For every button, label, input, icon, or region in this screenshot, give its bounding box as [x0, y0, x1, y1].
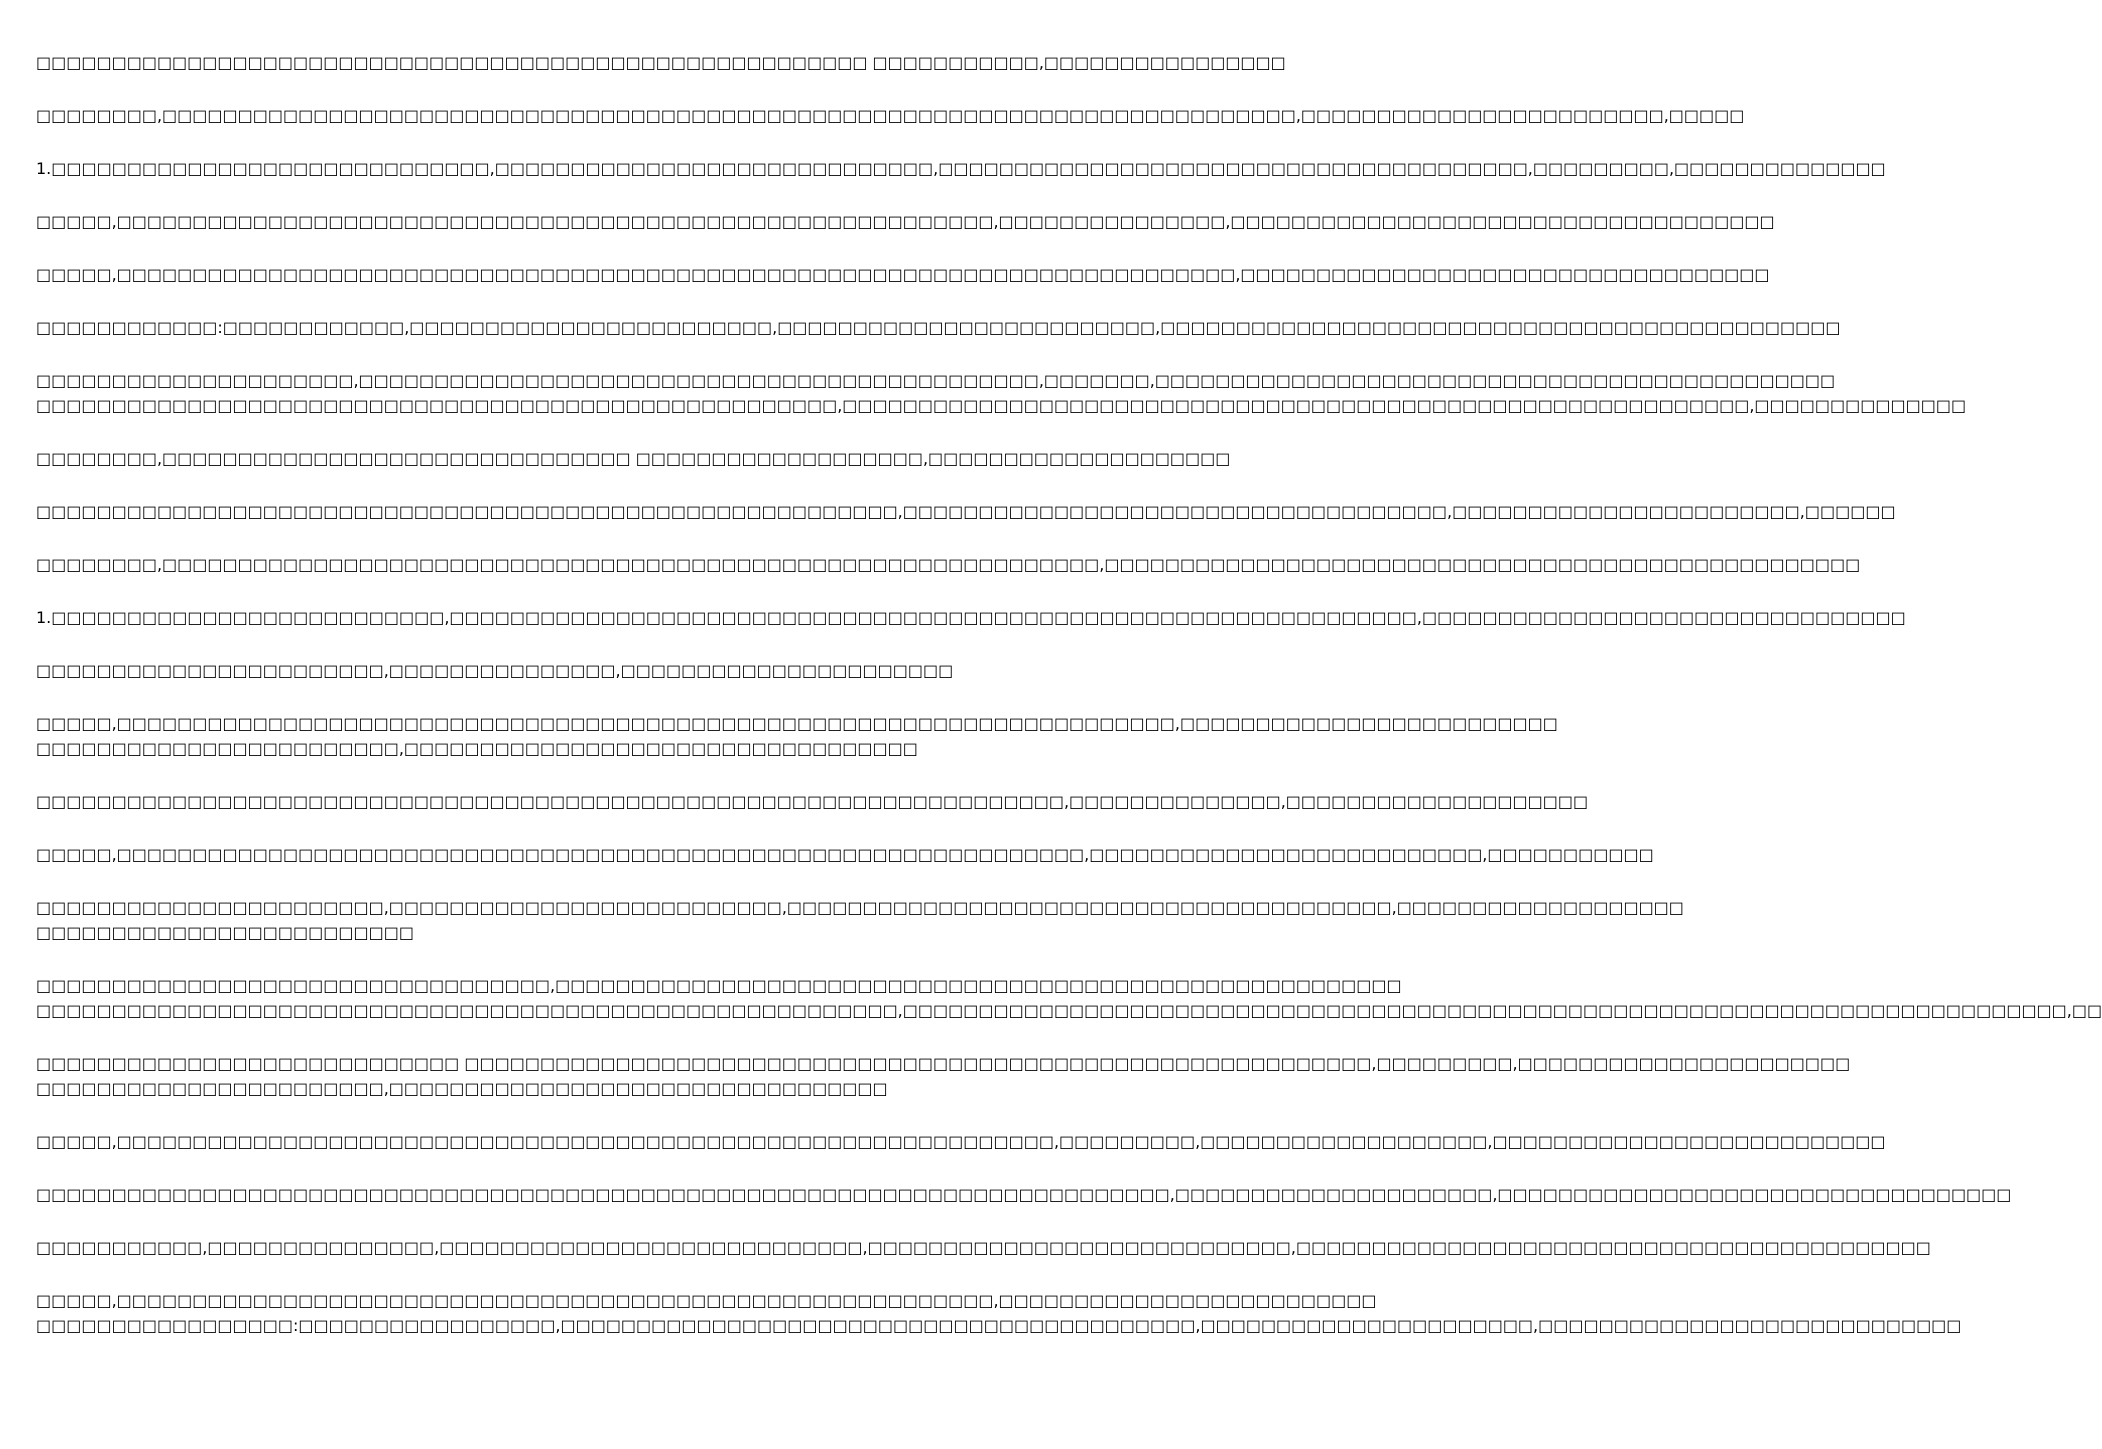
paragraph-line: □□□□□,□□□□□□□□□□□□□□□□□□□□□□□□□□□□□□□□□□□□□□□□□□□□□□□□□□□□□□□□□□□□□□□□□□□□□□,□□□□□□□□□□□□□□□□□□□□□□□□□	[36, 714, 1558, 733]
paragraph-line: □□□□□□□□□□□□□□□□□□□□□□□□□□□□□□□□□□□□□□□□□□□□□□□□□□□□□□□□□,□□□□□□□□□□□□□□□□□□□□□□□□□□□□□□□□□□□□,□□□□□□□□□□□□□□□□□□□□□□□,□□□□□□	[36, 502, 1896, 521]
paragraph	[36, 973, 2102, 1023]
paragraph-line: □□□□□□□□□□□□□□□□□□□□□□□,□□□□□□□□□□□□□□□□□□□□□□□□□□□□□□□□□	[36, 1079, 888, 1098]
paragraph	[36, 446, 1231, 471]
paragraph	[36, 658, 989, 683]
paragraph	[36, 711, 1558, 761]
paragraph	[36, 156, 1886, 181]
paragraph-line: □□□□□□□□,□□□□□□□□□□□□□□□□□□□□□□□□□□□□□□□ □□□□□□□□□□□□□□□□□□□,□□□□□□□□□□□□□□□□□□□□	[36, 449, 1231, 468]
paragraph	[36, 315, 1841, 340]
paragraph-line: □□□□□,□□□□□□□□□□□□□□□□□□□□□□□□□□□□□□□□□□□□□□□□□□□□□□□□□□□□□□□□□□,□□□□□□□□□□□□□□□,□□□□□□□□□□□□□□□□□□□□□□□□□□□□□□□□□□□□	[36, 212, 1775, 231]
paragraph-line: □□□□□□□□□□□□□□□□□□□□□□□,□□□□□□□□□□□□□□□□□□□□□□□□□□,□□□□□□□□□□□□□□□□□□□□□□□□□□□□□□□□□□□□□□□□,□□□□□□□□□□□□□□□□□□□	[36, 898, 1684, 917]
paragraph-line: 1.□□□□□□□□□□□□□□□□□□□□□□□□□□□□□,□□□□□□□□□□□□□□□□□□□□□□□□□□□□□,□□□□□□□□□□□□□□□□□□□□□□□□□□□□□□□□□□□□□□□,□□□□□□□□□,□□□□□□□□□□□□□□	[36, 159, 1886, 178]
paragraph-line: □□□□□□□□□□□□□□□□□:□□□□□□□□□□□□□□□□□,□□□□□□□□□□□□□□□□□□□□□□□□□□□□□□□□□□□□□□□□□□,□□□□□□□□□□□□□□□□□□□□□□,□□□□□□□□□□□□□□□□□□□□□□□□□□□□	[36, 1316, 1962, 1335]
paragraph-line: □□□□□□□□□□□□□□□□□□□□□□□,□□□□□□□□□□□□□□□,□□□□□□□□□□□□□□□□□□□□□□	[36, 661, 954, 680]
paragraph-line: □□□□□,□□□□□□□□□□□□□□□□□□□□□□□□□□□□□□□□□□□□□□□□□□□□□□□□□□□□□□□□□□,□□□□□□□□□□□□□□□□□□□□□□□□□	[36, 1291, 1377, 1310]
paragraph	[36, 209, 1775, 234]
paragraph-line: □□□□□□□□□□□□□□□□□□□□□,□□□□□□□□□□□□□□□□□□□□□□□□□□□□□□□□□□□□□□□□□□□□□,□□□□□□□,□□□□□□□□□□□□□□□□□□□□□□□□□□□□□□□□□□□□□□□□□□□□□	[36, 371, 1836, 390]
paragraph	[36, 368, 1967, 418]
paragraph-line: □□□□□□□□□□□,□□□□□□□□□□□□□□□,□□□□□□□□□□□□□□□□□□□□□□□□□□□□,□□□□□□□□□□□□□□□□□□□□□□□□□□□□,□□□□□□□□□□□□□□□□□□□□□□□□□□□□□□□□□□□□□□□□□□	[36, 1238, 1931, 1257]
paragraph-line: □□□□□□□□,□□□□□□□□□□□□□□□□□□□□□□□□□□□□□□□□□□□□□□□□□□□□□□□□□□□□□□□□□□□□□□□□□□□□□□□□□□□,□□□□□□□□□□□□□□□□□□□□□□□□,□□□□□	[36, 106, 1745, 125]
paragraph-line: □□□□□□□□□□□□:□□□□□□□□□□□□,□□□□□□□□□□□□□□□□□□□□□□□□,□□□□□□□□□□□□□□□□□□□□□□□□□,□□□□□□□□□□□□□□□□□□□□□□□□□□□□□□□□□□□□□□□□□□□□□	[36, 318, 1841, 337]
paragraph	[36, 262, 1770, 287]
paragraph	[36, 605, 1906, 630]
paragraph-line: □□□□□□□□□□□□□□□□□□□□□□□□□	[36, 923, 414, 942]
paragraph-line: □□□□□,□□□□□□□□□□□□□□□□□□□□□□□□□□□□□□□□□□□□□□□□□□□□□□□□□□□□□□□□□□□□□□,□□□□□□□□□,□□□□□□□□□□□□□□□□□□□,□□□□□□□□□□□□□□□□□□□□□□□□□□	[36, 1132, 1886, 1151]
paragraph-line: □□□□□,□□□□□□□□□□□□□□□□□□□□□□□□□□□□□□□□□□□□□□□□□□□□□□□□□□□□□□□□□□□□□□□□,□□□□□□□□□□□□□□□□□□□□□□□□□□,□□□□□□□□□□□	[36, 845, 1654, 864]
paragraph-line: □□□□□□□□□□□□□□□□□□□□□□□□□□□□□□□□□□□□□□□□□□□□□□□□□□□□□□□□□□□□□□□□□□□□,□□□□□□□□□□□□□□,□□□□□□□□□□□□□□□□□□□□	[36, 792, 1589, 811]
paragraph-line: □□□□□□□□□□□□□□□□□□□□□□□□□□□□□□□□□□□□□□□□□□□□□□□□□□□□□,□□□□□□□□□□□□□□□□□□□□□□□□□□□□□□□□□□□□□□□□□□□□□□□□□□□□□□□□□□□□,□□□□□□□□□□□□□□	[36, 396, 1967, 415]
paragraph	[36, 103, 1745, 128]
paragraph-line: □□□□□□□□□□□□□□□□□□□□□□□□□□□□ □□□□□□□□□□□□□□□□□□□□□□□□□□□□□□□□□□□□□□□□□□□□□□□□□□□□□□□□□□□□,□□□□□□□□□,□□□□□□□□□□□□□□□□□□□□□□	[36, 1054, 1851, 1073]
paragraph-line: □□□□□□□□□□□□□□□□□□□□□□□□□□□□□□□□□□□□□□□□□□□□□□□□□□□□□□□□□,□□□□□□□□□□□□□□□□□□□□□□□□□□□□□□□□□□□□□□□□□□□□□□□□□□□□□□□□□□□□□□□□□□□□□□□□□□□□□,□□	[36, 1001, 2102, 1020]
paragraph	[36, 1129, 1886, 1154]
paragraph	[36, 1235, 1931, 1260]
paragraph-line: □□□□□□□□□□□□□□□□□□□□□□□□□□□□□□□□□□,□□□□□□□□□□□□□□□□□□□□□□□□□□□□□□□□□□□□□□□□□□□□□□□□□□□□□□□□	[36, 976, 1402, 995]
paragraph	[36, 1051, 1851, 1101]
paragraph-line: □□□□□,□□□□□□□□□□□□□□□□□□□□□□□□□□□□□□□□□□□□□□□□□□□□□□□□□□□□□□□□□□□□□□□□□□□□□□□□□□,□□□□□□□□□□□□□□□□□□□□□□□□□□□□□□□□□□□	[36, 265, 1770, 284]
paragraph	[36, 1182, 2012, 1207]
paragraph	[36, 1288, 1962, 1338]
paragraph-line: □□□□□□□□□□□□□□□□□□□□□□□□,□□□□□□□□□□□□□□□□□□□□□□□□□□□□□□□□□□	[36, 739, 918, 758]
paragraph-line: □□□□□□□□□□□□□□□□□□□□□□□□□□□□□□□□□□□□□□□□□□□□□□□□□□□□□□□ □□□□□□□□□□□,□□□□□□□□□□□□□□□□	[36, 53, 1286, 72]
paragraph	[36, 895, 1684, 945]
paragraph-line: 1.□□□□□□□□□□□□□□□□□□□□□□□□□□,□□□□□□□□□□□□□□□□□□□□□□□□□□□□□□□□□□□□□□□□□□□□□□□□□□□□□□□□□□□□□□□□,□□□□□□□□□□□□□□□□□□□□□□□□□□□□□□□□	[36, 608, 1906, 627]
paragraph	[36, 50, 1286, 75]
document-body	[36, 50, 2102, 1366]
paragraph-line: □□□□□□□□,□□□□□□□□□□□□□□□□□□□□□□□□□□□□□□□□□□□□□□□□□□□□□□□□□□□□□□□□□□□□□□,□□□□□□□□□□□□□□□□□□□□□□□□□□□□□□□□□□□□□□□□□□□□□□□□□□	[36, 555, 1861, 574]
paragraph	[36, 789, 1589, 814]
paragraph-line: □□□□□□□□□□□□□□□□□□□□□□□□□□□□□□□□□□□□□□□□□□□□□□□□□□□□□□□□□□□□□□□□□□□□□□□□□□□,□□□□□□□□□□□□□□□□□□□□□,□□□□□□□□□□□□□□□□□□□□□□□□□□□□□□□□□□	[36, 1185, 2012, 1204]
paragraph	[36, 552, 1861, 577]
paragraph	[36, 499, 1896, 524]
paragraph	[36, 842, 1654, 867]
